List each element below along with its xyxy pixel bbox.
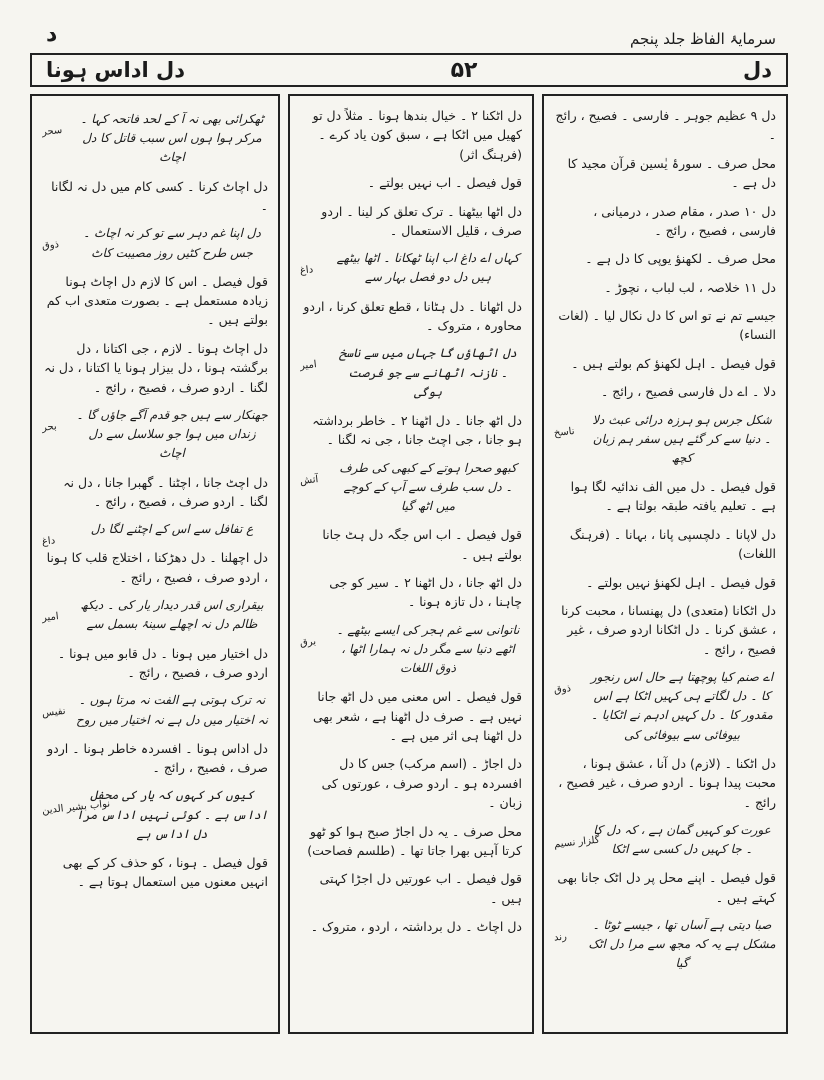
verse-text: ناتوانی سے غم ہجر کی ایسے بیٹھے ۔ اٹھے دنیا سے مگر دل نہ ہمارا اٹھا ، ذوق اللغات — [336, 622, 520, 676]
verse — [42, 691, 268, 729]
dictionary-entry: دل ۱۱ خلاصہ ، لب لباب ، نچوڑ ۔ — [604, 279, 776, 295]
poet-name: ذوق — [553, 683, 572, 696]
verse-text: کہاں اے داغ اب اپنا ٹھکانا ۔ اٹھا بیٹھے ہیں دل دو فصل بہار سے — [336, 251, 520, 285]
dictionary-entry: دل اٹکانا (متعدی) دل پھنسانا ، محبت کرنا ، عشق کرنا ۔ دل اٹکانا اردو صرف ، غیر فصیح ، رائج ۔ — [561, 602, 776, 657]
dictionary-entry: دل اچھلنا ۔ دل دھڑکنا ، اختلاج قلب کا ہونا ، اردو صرف ، فصیح ، رائج ۔ — [46, 550, 268, 585]
verse-text: بیقراری اس قدر دیدار یار کی ۔ دیکھ ظالم دل نہ اچھلے سینۂ بسمل سے — [80, 598, 264, 632]
dictionary-entry: قول فیصل ۔ اس معنی میں دل اٹھ جانا نہیں ہے ۔ صرف دل اٹھنا ہے ، شعر بھی دل اٹھنا ہی اثر میں ہے ۔ — [313, 689, 522, 744]
dictionary-entry: محل صرف ۔ یہ دل اجاڑ صبح ہوا کو ٹھو کرتا آہیں بھرا جاتا تھا ۔ (طلسم فصاحت) — [307, 823, 522, 858]
dictionary-entry: دل لاپانا ۔ دلچسپی پانا ، بہانا ۔ (فرہنگ اللغات) — [569, 526, 776, 562]
dictionary-entry: قول فیصل ۔ اب اس جگہ دل ہٹ جانا بولتے ہیں ۔ — [322, 527, 522, 562]
poet-name: داغ — [299, 264, 314, 277]
dictionary-entry: دلا ۔ اے دل فارسی فصیح ، رائج ۔ — [600, 384, 776, 400]
dictionary-entry: قول فیصل ۔ دل میں الف ندائیہ لگا ہوا ہے ۔ تعلیم یافتہ طبقہ بولتا ہے ۔ — [570, 479, 776, 514]
verse — [554, 411, 776, 469]
verse — [300, 344, 522, 402]
page-header — [30, 53, 788, 87]
poet-name: امیر — [41, 611, 60, 625]
dictionary-entry: دل اختیار میں ہونا ۔ دل قابو میں ہونا ۔ اردو صرف ، فصیح ، رائج ۔ — [57, 645, 268, 680]
dictionary-entry: قول فیصل ۔ اہل لکھنؤ نہیں بولتے ۔ — [586, 574, 776, 590]
dictionary-entry: قول فیصل ۔ اپنے محل پر دل اٹک جانا بھی کہتے ہیں ۔ — [557, 870, 776, 905]
poet-name: بحر — [41, 421, 58, 434]
poet-name: نفیس — [41, 706, 67, 720]
verse — [300, 249, 522, 287]
dictionary-entry: دل اٹکنا ۔ (لازم) دل آنا ، عشق ہونا ، محبت پیدا ہونا ۔ اردو صرف ، غیر فصیح ، رائج ۔ — [558, 755, 776, 810]
dictionary-entry: قول فیصل ۔ اہل لکھنؤ کم بولتے ہیں ۔ — [571, 355, 776, 371]
dictionary-entry: قول فیصل ۔ اب نہیں بولتے ۔ — [367, 175, 522, 191]
verse-text: ٹھکرائی بھی نہ آ کے لحد فاتحہ کہا ۔ مرکر ہوا ہوں اس سبب قاتل کا دل اچاٹ — [80, 112, 264, 165]
poet-name: داغ — [41, 535, 56, 548]
verse-text: ع تفافل سے اس کے اچٹنے لگا دل — [90, 522, 254, 537]
dictionary-entry: قول فیصل ۔ اب عورتیں دل اجڑا کہتی ہیں ۔ — [319, 871, 522, 906]
column-middle — [288, 94, 534, 1034]
verse-text: عورت کو کہیں گمان ہے ، کہ دل کا ۔ جا کہیں دل کسی سے اٹکا — [593, 822, 771, 857]
dictionary-entry: دل اچٹ جانا ، اچٹنا ۔ گھبرا جانا ، دل نہ لگنا ۔ اردو صرف ، فصیح ، رائج ۔ — [63, 474, 268, 509]
dictionary-entry: دل اٹھانا ۔ دل ہٹانا ، قطع تعلق کرنا ، اردو محاورہ ، متروک ۔ — [303, 298, 522, 333]
poet-name: ناسخ — [553, 425, 576, 439]
column-right — [542, 94, 788, 1034]
poet-name: گلزار نسیم — [553, 834, 601, 851]
dictionary-entry: دل اداس ہونا ۔ افسردہ خاطر ہونا ۔ اردو صرف ، فصیح ، رائج ۔ — [47, 740, 268, 776]
dictionary-entry: دل اٹھ جانا ، دل اٹھنا ۲ ۔ سیر کو جی چاہنا ، دل تازہ ہونا ۔ — [329, 575, 522, 610]
poet-name: امیر — [299, 359, 318, 373]
page-mark: د — [46, 22, 58, 47]
dictionary-entry: دل ۱۰ صدر ، مقام صدر ، درمیانی ، فارسی ، فصیح ، رائج ۔ — [593, 203, 776, 238]
page-number: ۵۲ — [450, 57, 478, 83]
verse-text: نہ ترک ہوتی ہے الفت نہ مرتا ہوں ۔ نہ اختیار میں دل ہے نہ اختیار میں روح — [76, 693, 268, 727]
dictionary-entry: دل اٹھ جانا ۔ دل اٹھنا ۲ ۔ خاطر برداشتہ ہو جانا ، جی اچٹ جانا ، جی نہ لگنا ۔ — [312, 412, 522, 448]
verse — [42, 224, 268, 262]
verse-text: جھنکار سے ہیں جو قدم آگے جاؤں گا ۔ زنداں میں ہوا جو سلاسل سے دل اچاٹ — [76, 407, 268, 461]
running-head: سرمایۂ الفاظ جلد پنجم — [630, 30, 776, 48]
dictionary-entry: دل اجاڑ ۔ (اسم مرکب) جس کا دل افسردہ ہو ۔ اردو صرف ، عورتوں کی زبان ۔ — [321, 756, 522, 811]
verse — [300, 459, 522, 517]
poet-name: برق — [299, 635, 317, 649]
dictionary-entry: دل ۹ عظیم جوہر ۔ فارسی ۔ فصیح ، رائج ۔ — [555, 108, 776, 143]
dictionary-entry: دل اچاٹ کرنا ۔ کسی کام میں دل نہ لگانا ۔ — [51, 178, 268, 213]
headword-right: دل — [743, 58, 772, 82]
dictionary-entry: دل اٹھا بیٹھنا ۔ ترک تعلق کر لینا ۔ اردو صرف ، قلیل الاستعمال ۔ — [321, 203, 522, 238]
dictionary-entry: قول فیصل ۔ ہونا ، کو حذف کر کے بھی انہیں معنوں میں استعمال ہوتا ہے ۔ — [62, 855, 268, 890]
verse — [41, 520, 268, 548]
verse-text: صبا دیتی ہے آساں تھا ، جیسے ٹوٹا ۔ مشکل ہے یہ کہ مجھ سے مرا دل اٹک گیا — [588, 918, 776, 971]
column-left — [30, 94, 280, 1034]
dictionary-entry: قول فیصل ۔ اس کا لازم دل اچاٹ ہونا زیادہ مستعمل ہے ۔ بصورت متعدی اب کم بولتے ہیں ۔ — [46, 273, 268, 328]
poet-name: نواب بشیر الدین — [41, 798, 111, 817]
poet-name: رند — [553, 931, 568, 944]
verse-text: کیوں کر کہوں کہ یار کی محفل اداس ہے ۔ کوئی نہیں اداس مرا دل اداس ہے — [76, 788, 268, 841]
verse-text: دل اپنا غم دہر سے تو کر نہ اچاٹ ۔ جس طرح کٹیں روز مصیبت کاٹ — [83, 226, 261, 260]
verse — [42, 110, 268, 168]
verse — [554, 821, 776, 859]
verse — [42, 596, 268, 634]
verse-text: کبھو صحرا ہوتے کے کبھی کی طرف ۔ دل سب طرف سے آپ کے کوچے میں اٹھ گیا — [339, 460, 517, 514]
verse-text: دل اٹھاؤں گا جہاں میں سے ناسخ ۔ نازنہ اٹھانے سے جو فرصت ہوگی — [339, 346, 517, 399]
verse — [300, 621, 522, 679]
dictionary-entry: جیسے تم نے تو اس کا دل نکال لیا ۔ (لغات النساء) — [558, 308, 776, 343]
verse — [554, 668, 776, 745]
dictionary-entry: دل اٹکنا ۲ ۔ خیال بندھا ہونا ۔ مثلاً دل تو کھیل میں اٹکا ہے ، سبق کون یاد کرے ۔ (فرہنگ اثر) — [312, 108, 522, 162]
verse — [42, 406, 268, 464]
verse — [42, 786, 268, 844]
dictionary-entry: محل صرف ۔ لکھنؤ یوپی کا دل ہے ۔ — [585, 251, 776, 267]
dictionary-entry: دل اچاٹ ہونا ۔ لازم ، جی اکتانا ، دل برگشتہ ہونا ، دل بیزار ہونا یا اکتانا ، دل نہ لگنا ۔ اردو صرف ، فصیح ، رائج ۔ — [44, 340, 268, 395]
verse-text: اے صنم کیا پوچھتا ہے حال اس رنجور کا ۔ دل لگاتے ہی کہیں اٹکا ہے اس مقدور کا ۔ دل کہیں ادہم نے اٹکایا ۔ بیوفائی سے بیوفائی کی — [590, 670, 774, 742]
poet-name: ذوق — [41, 239, 60, 253]
dictionary-entry: محل صرف ۔ سورۂ یٰسین قرآن مجید کا دل ہے ۔ — [567, 155, 776, 191]
poet-name: سحر — [41, 124, 63, 139]
verse-text: شکل جرس ہو ہرزہ درائی عبث دلا ۔ دنیا سے کر گئے ہیں سفر ہم زبان کچھ — [592, 412, 772, 465]
dictionary-entry: دل اچاٹ ۔ دل برداشتہ ، اردو ، متروک ۔ — [310, 919, 522, 935]
headword-left: دل اداس ہونا — [46, 58, 186, 82]
poet-name: آتش — [299, 473, 319, 487]
verse — [554, 916, 776, 974]
